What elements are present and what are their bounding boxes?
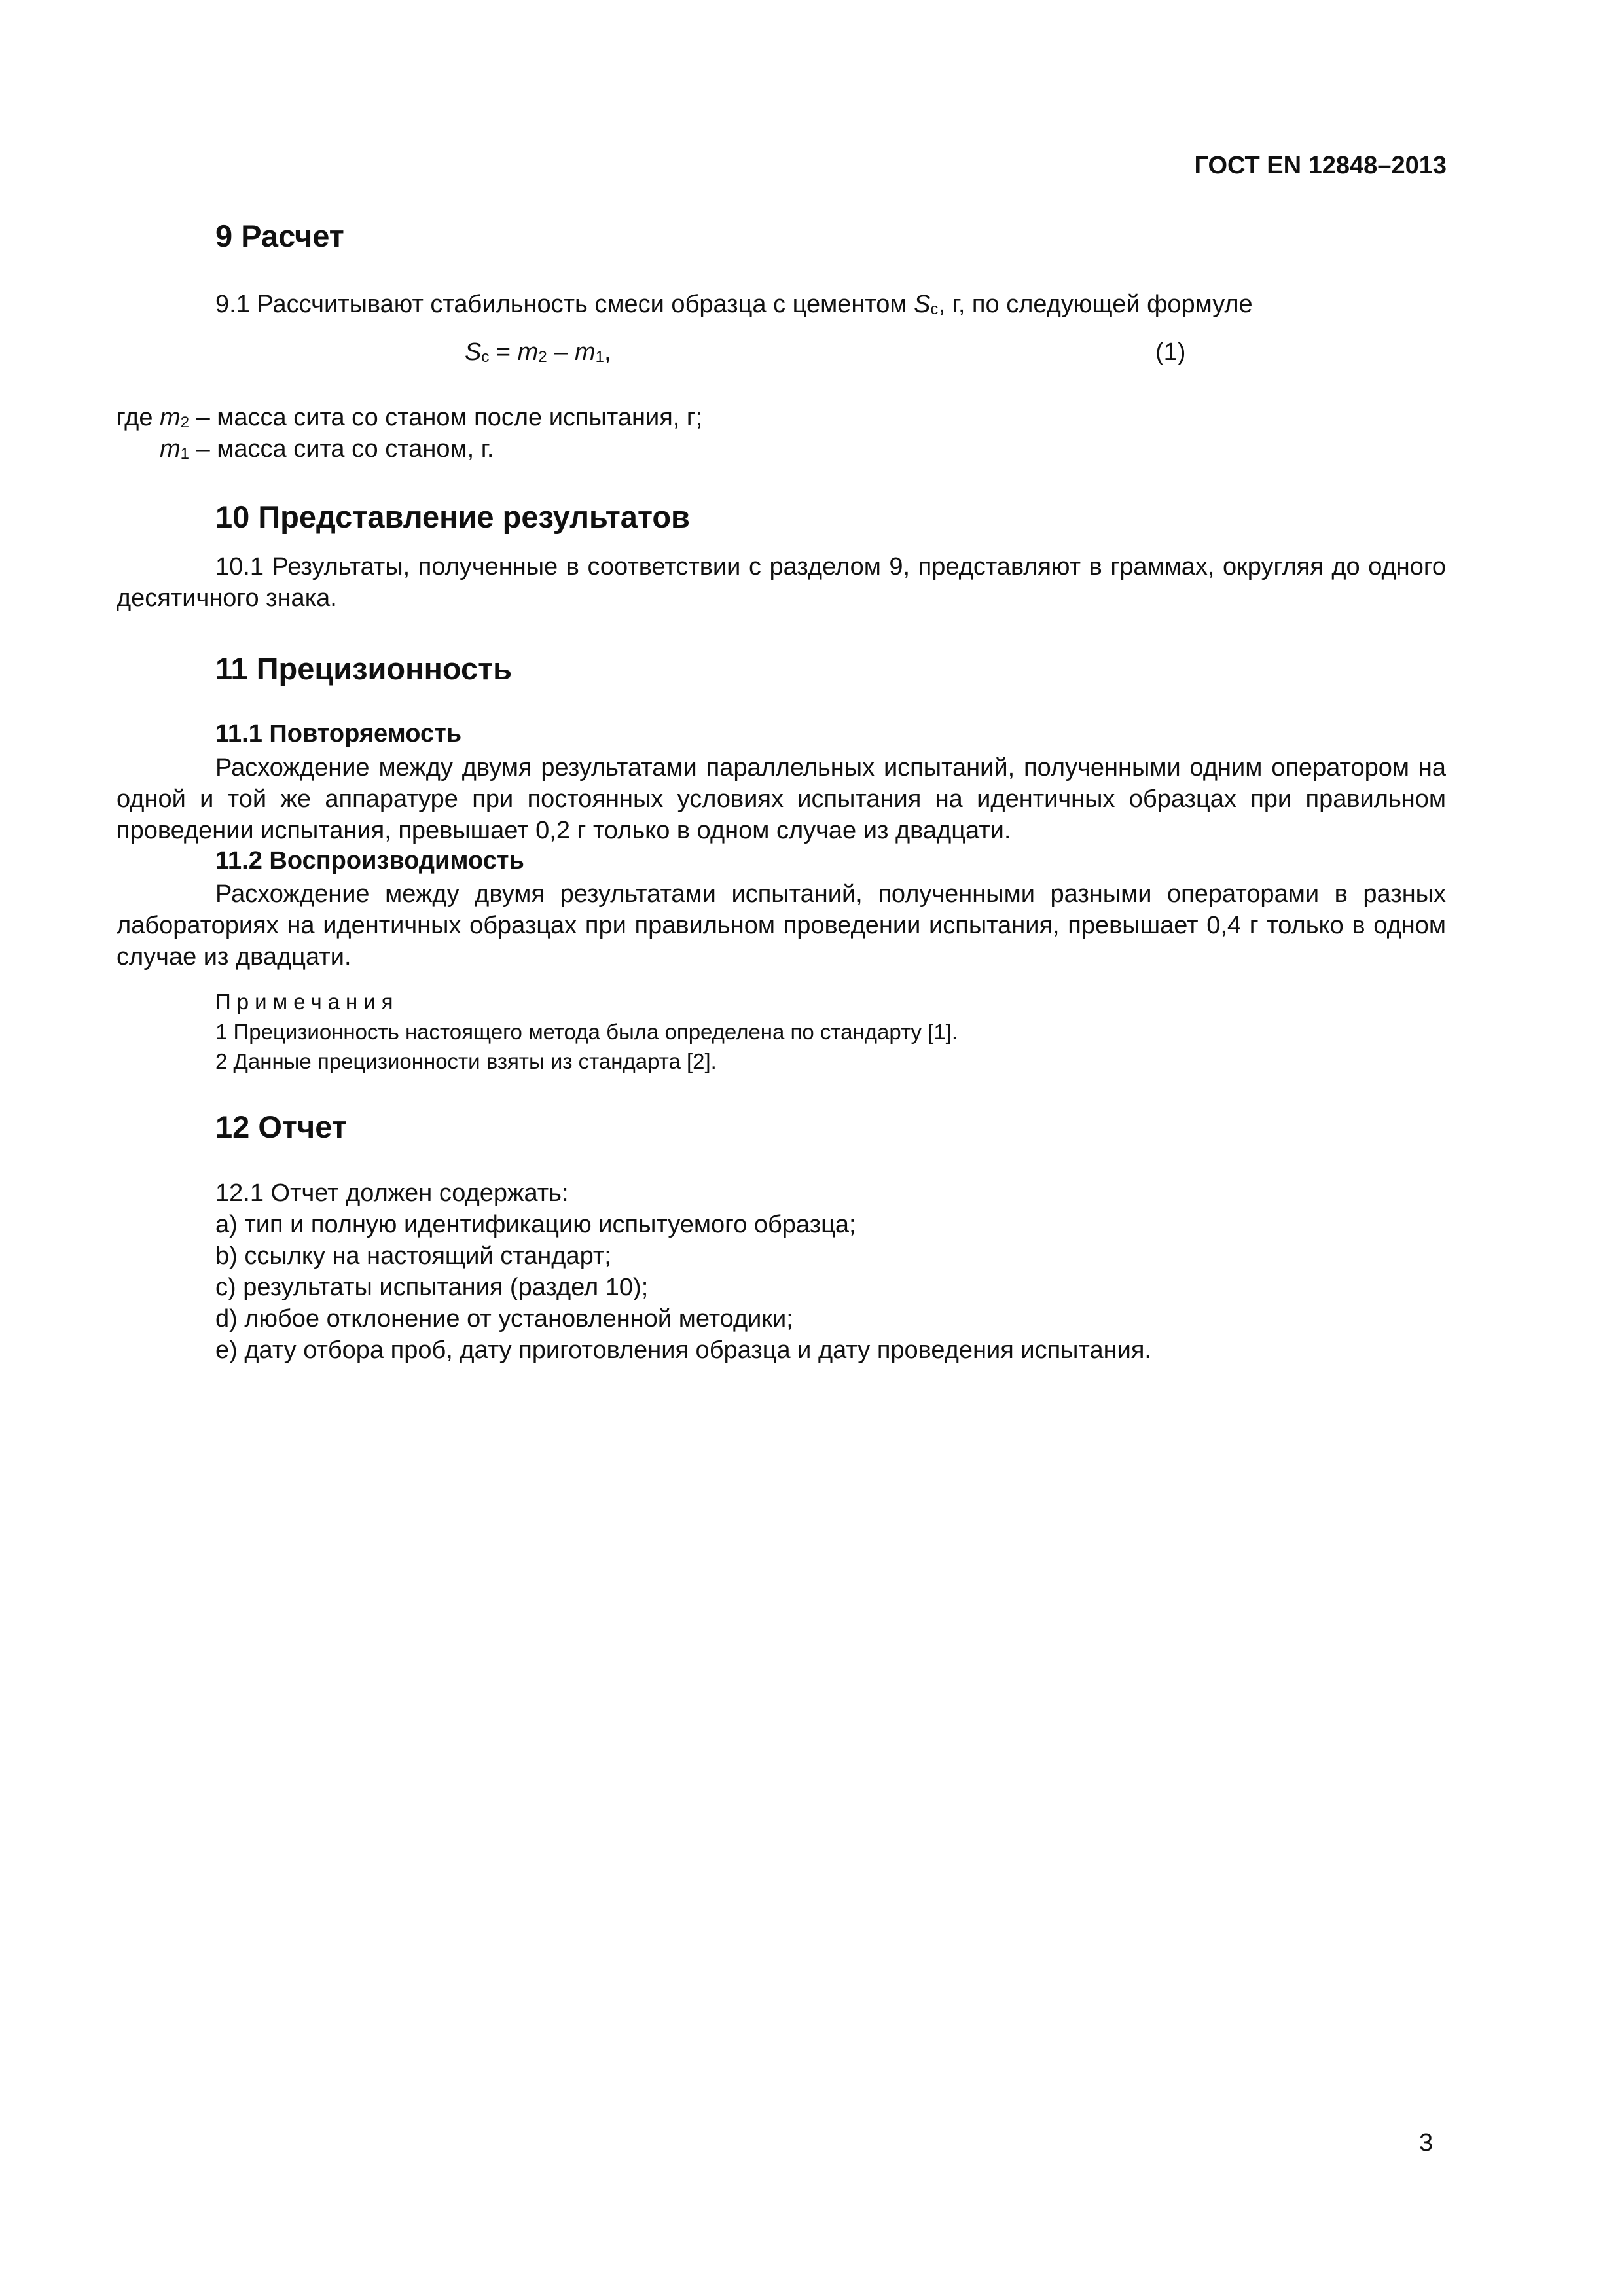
paragraph-11-2: Расхождение между двумя результатами испытаний, полученными разными операторами в разных лабораториях на идентичных образцах при правильном проведении испытания, превышает 0,4 г только в одном случае из двадцати.: [117, 880, 1446, 971]
paragraph-10-1: 10.1 Результаты, полученные в соответствии с разделом 9, представляют в граммах, округляя до одного десятичного знака.: [117, 553, 1446, 612]
formula-number: (1): [1155, 338, 1186, 366]
note-2: 2 Данные прецизионности взяты из стандарта [2].: [215, 1049, 717, 1073]
paragraph-9-1: 9.1 Рассчитывают стабильность смеси образца с цементом $S_c$, г, по следующей формуле: [215, 291, 1253, 318]
list-item: c) результаты испытания (раздел 10);: [215, 1274, 649, 1301]
list-item: d) любое отклонение от установленной методики;: [215, 1305, 793, 1333]
list-item: e) дату отбора проб, дату приготовления образца и дату проведения испытания.: [215, 1336, 1151, 1364]
section-11-title: 11 Прецизионность: [215, 651, 513, 686]
notes-title: Примечания: [215, 990, 399, 1014]
section-10-title: 10 Представление результатов: [215, 499, 690, 534]
document-code: ГОСТ EN 12848–2013: [1194, 152, 1447, 179]
paragraph-11-1: Расхождение между двумя результатами параллельных испытаний, полученными одним оператором на одной и той же аппаратуре при постоянных условиях испытания на идентичных образцах при правильном проведении испытания, превышает 0,2 г только в одном случае из двадцати.: [117, 754, 1446, 844]
subsection-11-1-title: 11.1 Повторяемость: [215, 720, 462, 747]
section-9-title: 9 Расчет: [215, 219, 344, 253]
list-item: a) тип и полную идентификацию испытуемого образца;: [215, 1211, 856, 1238]
where-m1: $m_1$ – масса сита со станом, г.: [160, 435, 494, 463]
page-number: 3: [1419, 2129, 1434, 2157]
formula-1: $S_c = m_2 - m_1$,: [465, 338, 611, 366]
note-1: 1 Прецизионность настоящего метода была определена по стандарту [1].: [215, 1020, 958, 1044]
where-m2: где $m_2$ – масса сита со станом после испытания, г;: [117, 404, 703, 431]
section-12-title: 12 Отчет: [215, 1109, 347, 1144]
list-item: b) ссылку на настоящий стандарт;: [215, 1242, 611, 1270]
paragraph-12-1: 12.1 Отчет должен содержать:: [215, 1179, 569, 1207]
subsection-11-2-title: 11.2 Воспроизводимость: [215, 847, 524, 874]
